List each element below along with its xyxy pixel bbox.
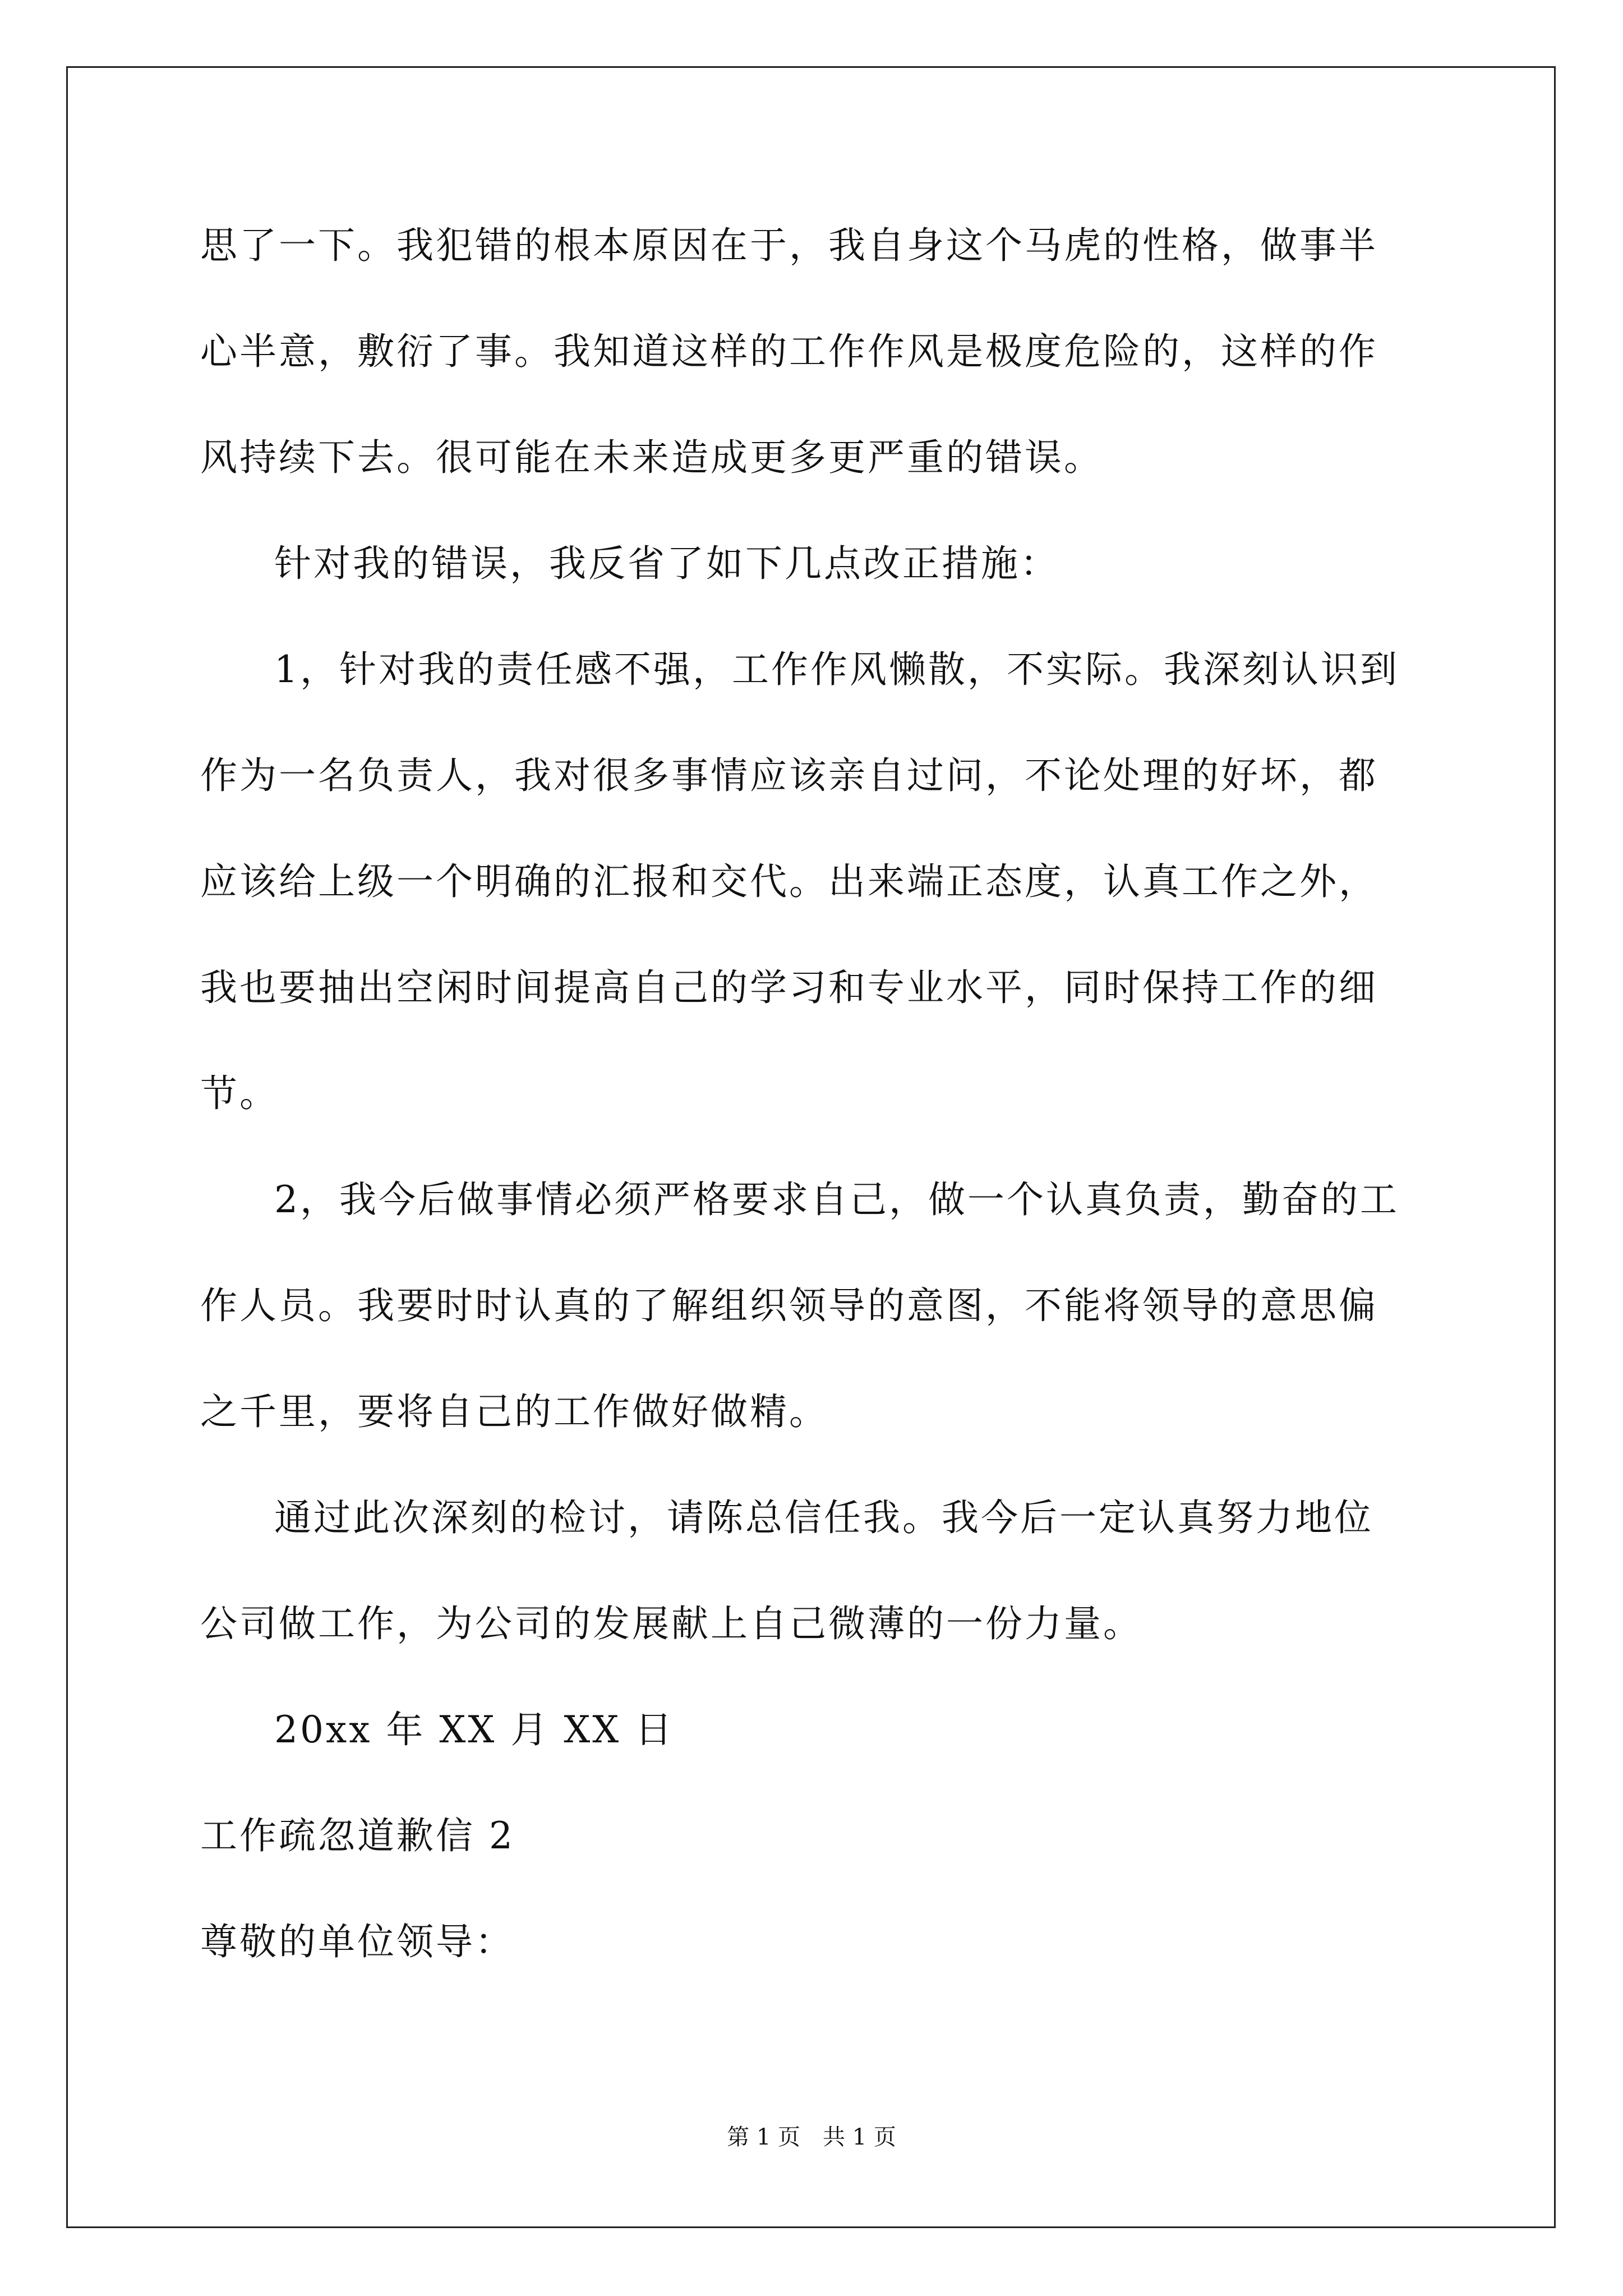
paragraph-start-line: 2，我今后做事情必须严格要求自己，做一个认真负责，勤奋的工 xyxy=(274,1178,1399,1221)
page-footer: 第 1 页 共 1 页 xyxy=(727,2124,896,2150)
text-line: 公司做工作，为公司的发展献上自己微薄的一份力量。 xyxy=(200,1602,1142,1645)
text-line: 应该给上级一个明确的汇报和交代。出来端正态度，认真工作之外， xyxy=(200,860,1378,903)
letter-title: 工作疏忽道歉信 2 xyxy=(200,1814,515,1857)
paragraph-start-line: 通过此次深刻的检讨，请陈总信任我。我今后一定认真努力地位 xyxy=(274,1496,1373,1539)
paragraph-start-line: 针对我的错误，我反省了如下几点改正措施： xyxy=(274,542,1059,585)
text-line: 节。 xyxy=(200,1072,279,1115)
text-line: 作人员。我要时时认真的了解组织领导的意图，不能将领导的意思偏 xyxy=(200,1284,1378,1327)
text-line: 我也要抽出空闲时间提高自己的学习和专业水平，同时保持工作的细 xyxy=(200,966,1378,1009)
date-line: 20xx 年 XX 月 XX 日 xyxy=(274,1708,675,1751)
text-line: 作为一名负责人，我对很多事情应该亲自过问，不论处理的好坏，都 xyxy=(200,754,1378,797)
paragraph-start-line: 1，针对我的责任感不强，工作作风懒散，不实际。我深刻认识到 xyxy=(274,648,1399,691)
text-line: 之千里，要将自己的工作做好做精。 xyxy=(200,1390,828,1433)
salutation: 尊敬的单位领导： xyxy=(200,1920,514,1963)
text-line: 心半意，敷衍了事。我知道这样的工作作风是极度危险的，这样的作 xyxy=(200,330,1378,373)
text-line: 思了一下。我犯错的根本原因在于，我自身这个马虎的性格，做事半 xyxy=(200,224,1378,267)
text-line: 风持续下去。很可能在未来造成更多更严重的错误。 xyxy=(200,436,1103,479)
page-border xyxy=(66,66,1556,2228)
